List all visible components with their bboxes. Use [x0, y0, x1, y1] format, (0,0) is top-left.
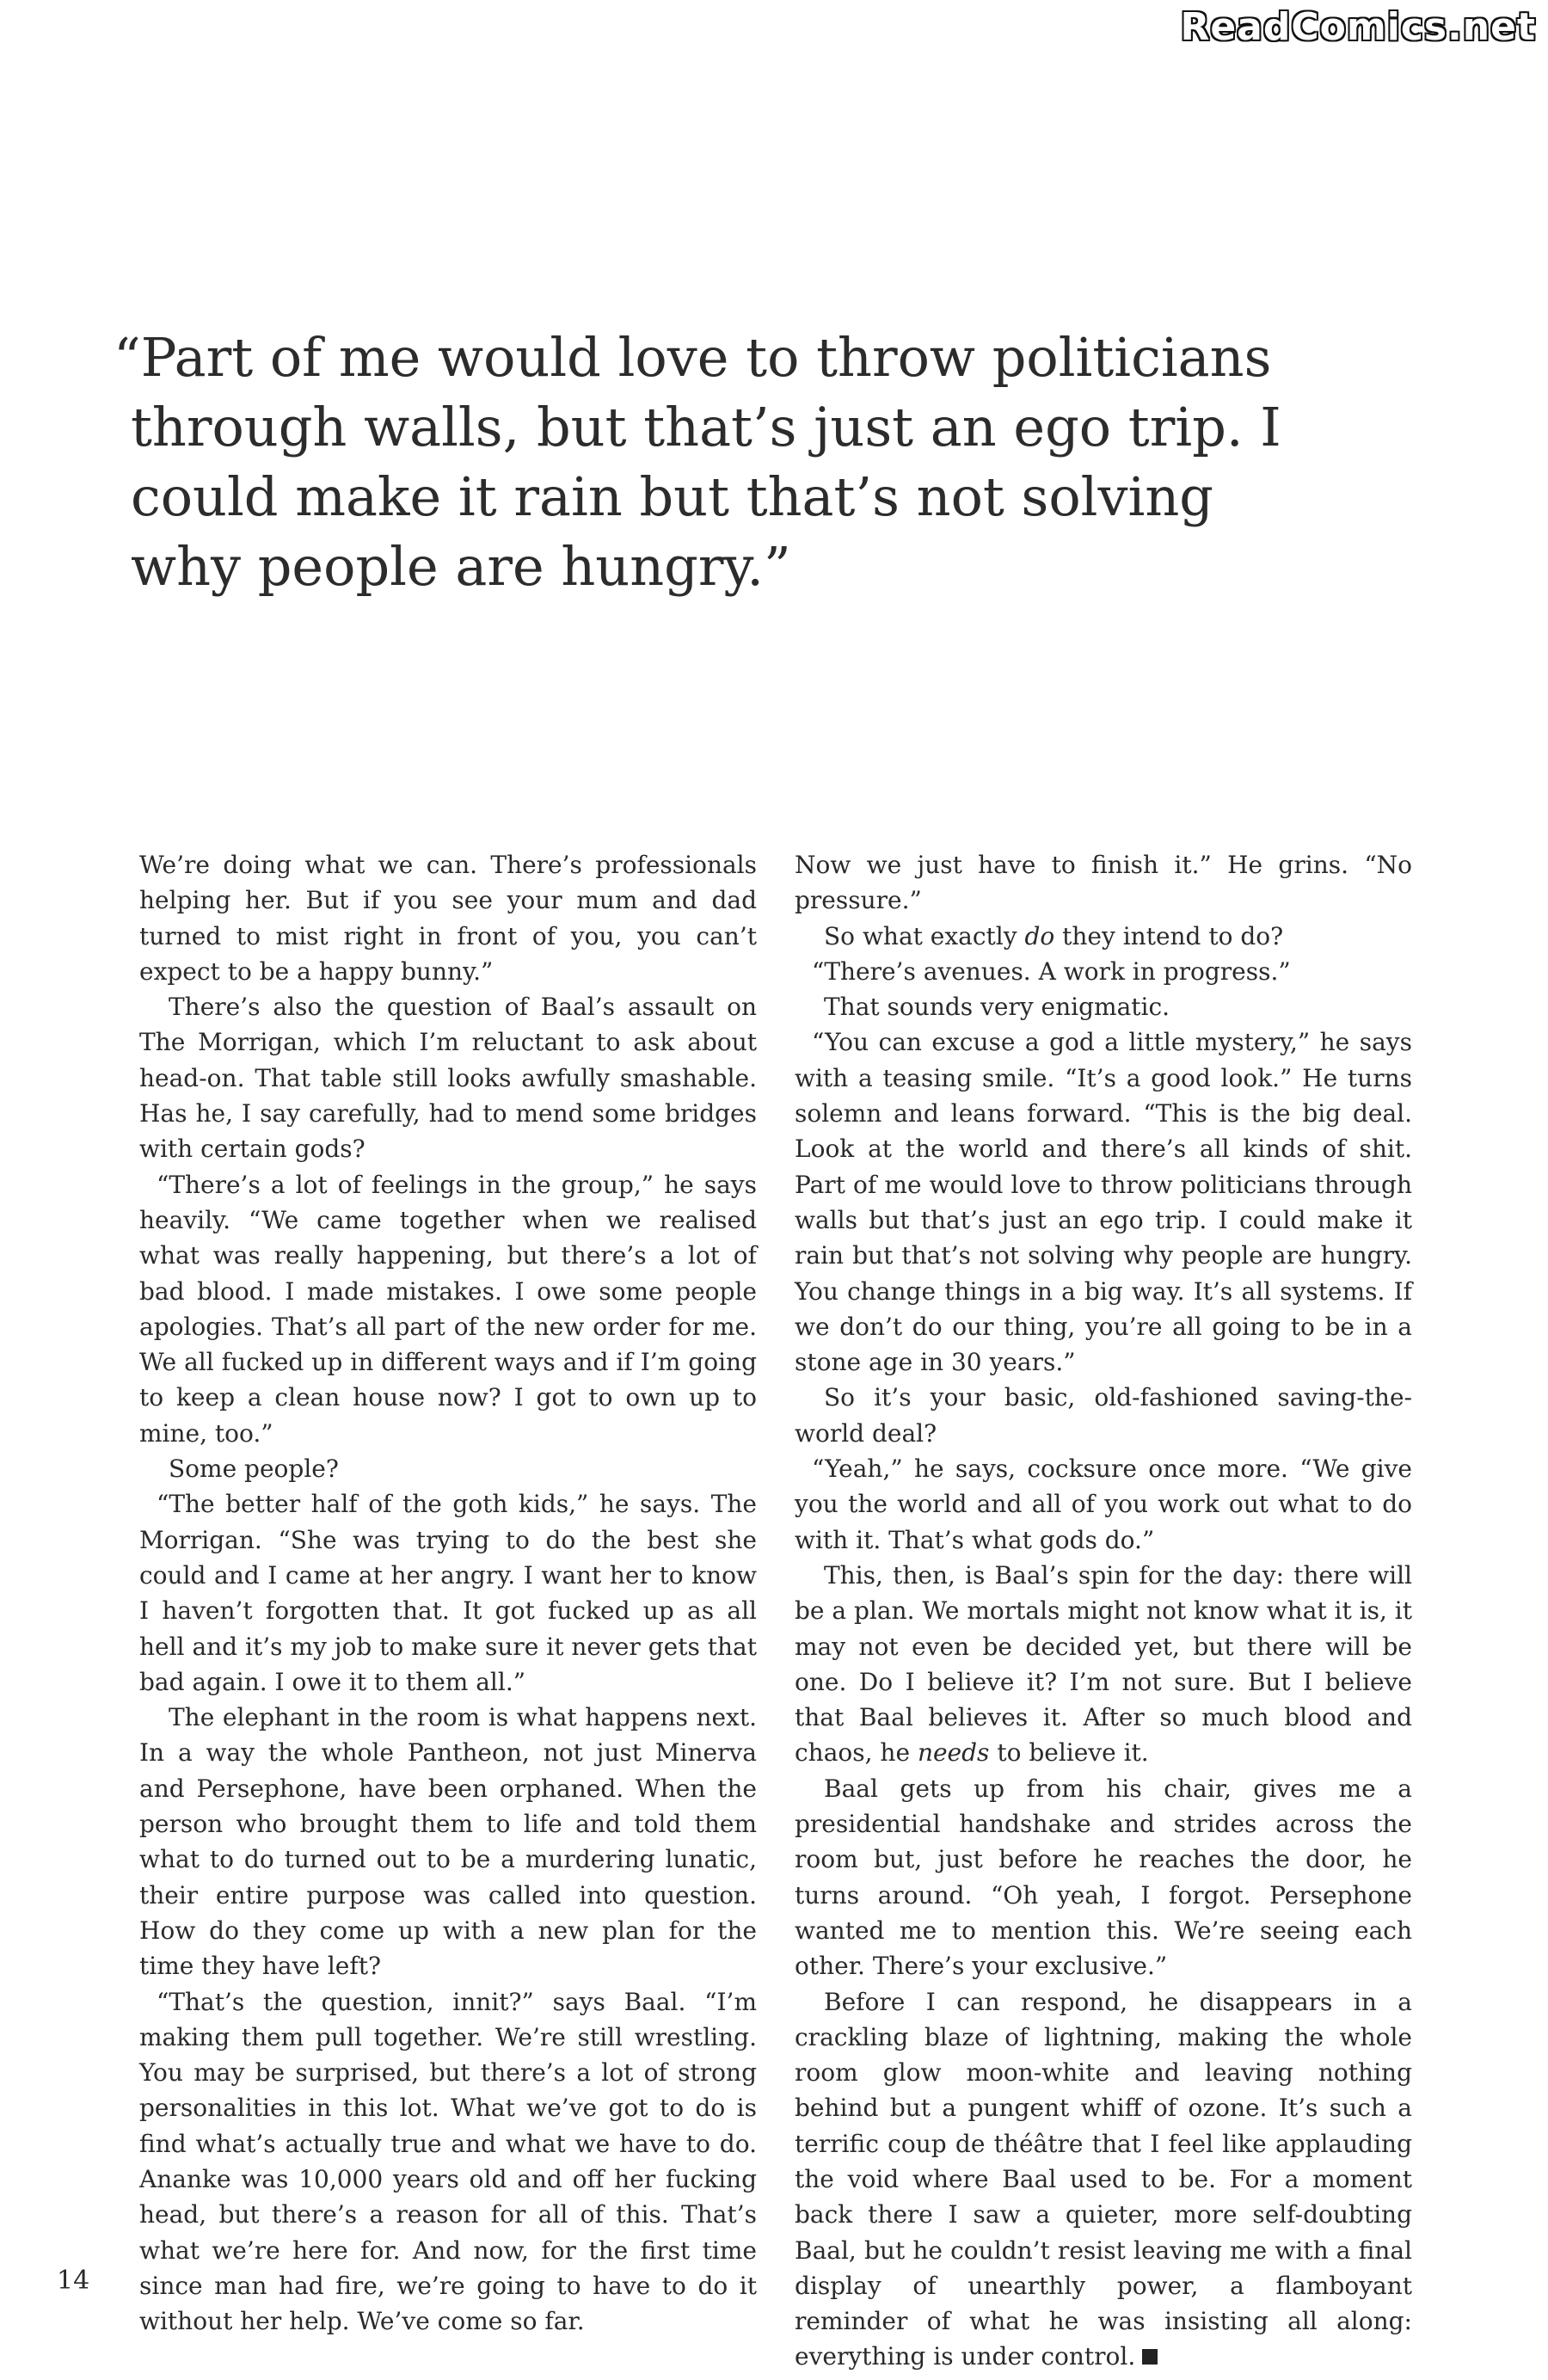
text-run: to believe it.: [989, 1738, 1149, 1768]
paragraph: “The better half of the goth kids,” he says. The Morrigan. “She was trying to do the best she could and I came at her angry. I want her to know I haven’t forgotten that. It got fucked up as all hell and it’s my job to make sure it never gets that bad again. I owe it to them all.”: [139, 1490, 757, 1696]
pull-quote: “Part of me would love to throw politicians through walls, but that’s just an ego trip. I could make it rain but that’s not solving why people are hungry.”: [114, 326, 1281, 598]
text-run: they intend to do?: [1054, 921, 1284, 950]
paragraph: [795, 919, 1412, 954]
paragraph: “There’s a lot of feelings in the group,” he says heavily. “We came together when we realised what was really happening, but there’s a lot of bad blood. I made mistakes. I owe some people apologies. That’s all part of the new order for me. We all fucked up in different ways and if I’m going to keep a clean house now? I got to own up to mine, too.”: [139, 1170, 757, 1448]
article-column-left: [139, 847, 757, 2339]
paragraph: So it’s your basic, old-fashioned saving-the-world deal?: [795, 1383, 1412, 1448]
paragraph: “Yeah,” he says, cocksure once more. “We give you the world and all of you work out what to do with it. That’s what gods do.”: [795, 1454, 1412, 1554]
paragraph: Some people?: [169, 1454, 339, 1484]
emphasis-text: needs: [917, 1738, 990, 1768]
paragraph: Now we just have to finish it.” He grins. “No pressure.”: [795, 851, 1412, 915]
watermark-logo: ReadComics.net: [1180, 5, 1536, 49]
paragraph: We’re doing what we can. There’s professionals helping her. But if you see your mum and dad turned to mist right in front of you, you can’t expect to be a happy bunny.”: [139, 851, 757, 986]
end-of-article-mark: [1142, 2349, 1158, 2365]
paragraph: “You can excuse a god a little mystery,” he says with a teasing smile. “It’s a good look.” He turns solemn and leans forward. “This is the big deal. Look at the world and there’s all kinds of shit. Part of me would love to throw politicians through walls but that’s just an ego trip. I could make it rain but that’s not solving why people are hungry. You change things in a big way. It’s all systems. If we don’t do our thing, you’re all going to be in a stone age in 30 years.”: [795, 1028, 1412, 1377]
paragraph: “That’s the question, innit?” says Baal. “I’m making them pull together. We’re still wrestling. You may be surprised, but there’s a lot of strong personalities in this lot. What we’ve got to do is find what’s actually true and what we have to do. Ananke was 10,000 years old and off her fucking head, but there’s a reason for all of this. That’s what we’re here for. And now, for the first time since man had fire, we’re going to have to do it without her help. We’ve come so far.: [139, 1987, 757, 2336]
text-run: Before I can respond, he disappears in a crackling blaze of lightning, making the whole room glow moon-white and leaving nothing behind but a pungent whiff of ozone. It’s such a terrific coup de théâtre that I feel like applauding the void where Baal used to be. For a moment back there I saw a quieter, more self-doubting Baal, but he couldn’t resist leaving me with a final display of unearthly power, a flamboyant reminder of what he was insisting all along: everything is under control.: [795, 1987, 1412, 2371]
text-run: This, then, is Baal’s spin for the day: there will be a plan. We mortals might not know what it is, it may not even be decided yet, but there will be one. Do I believe it? I’m not sure. But I believe that Baal believes it. After so much blood and chaos, he: [795, 1560, 1412, 1768]
paragraph: The elephant in the room is what happens next. In a way the whole Pantheon, not just Minerva and Persephone, have been orphaned. When the person who brought them to life and told them what to do turned out to be a murdering lunatic, their entire purpose was called into question. How do they come up with a new plan for the time they have left?: [139, 1703, 757, 1981]
text-run: So what exactly: [824, 921, 1025, 950]
emphasis-text: do: [1024, 921, 1055, 950]
paragraph: There’s also the question of Baal’s assault on The Morrigan, which I’m reluctant to ask about head-on. That table still looks awfully smashable. Has he, I say carefully, had to mend some bridges with certain gods?: [139, 993, 757, 1164]
article-column-right: [795, 847, 1412, 2375]
paragraph: “There’s avenues. A work in progress.”: [812, 956, 1291, 986]
paragraph: That sounds very enigmatic.: [824, 993, 1170, 1022]
paragraph: [795, 1558, 1412, 1771]
paragraph: [795, 1984, 1412, 2375]
page-number: 14: [57, 2266, 90, 2296]
paragraph: Baal gets up from his chair, gives me a presidential handshake and strides across the room but, just before he reaches the door, he turns around. “Oh yeah, I forgot. Persephone wanted me to mention this. We’re seeing each other. There’s your exclusive.”: [795, 1774, 1412, 1981]
